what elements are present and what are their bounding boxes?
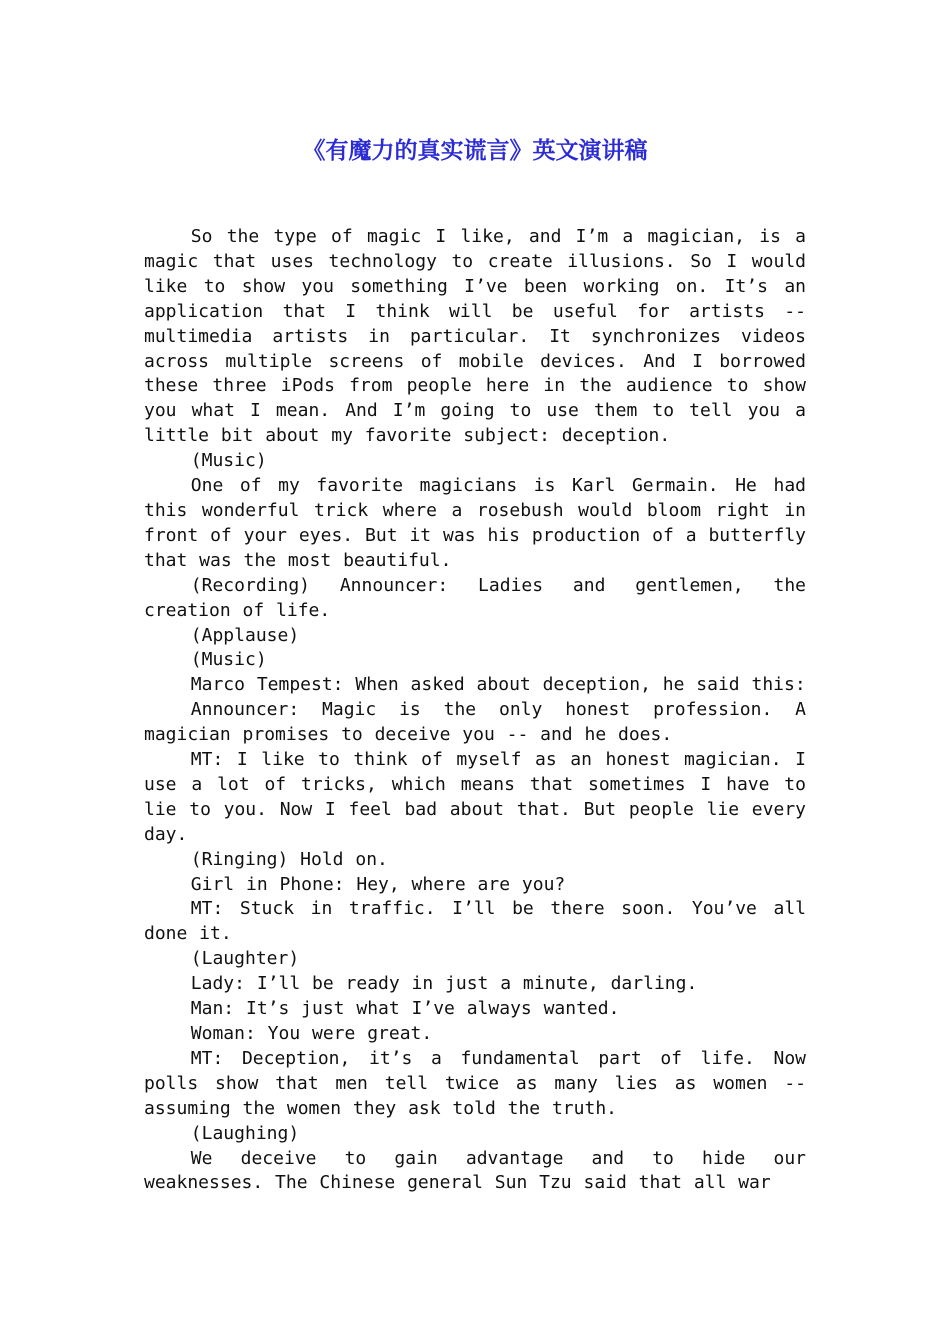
paragraph: (Laughing) (190, 1122, 300, 1144)
paragraph: MT: Stuck in traffic. I’ll be there soon. You’ve all done it. (144, 898, 806, 945)
paragraph: Marco Tempest: When asked about deception, he said this: (190, 674, 806, 696)
paragraph: (Recording) Announcer: Ladies and gentlemen, the creation of life. (144, 574, 806, 621)
paragraph: MT: I like to think of myself as an honest magician. I use a lot of tricks, which means that sometimes I have to lie to you. Now I feel bad about that. But people lie every day. (144, 749, 806, 845)
paragraph: (Applause) (190, 624, 300, 646)
paragraph: We deceive to gain advantage and to hide our weaknesses. The Chinese general Sun Tzu said that all war (144, 1147, 806, 1194)
paragraph: One of my favorite magicians is Karl Germain. He had this wonderful trick where a rosebush would bloom right in front of your eyes. But it was his production of a butterfly that was the most beautiful. (144, 475, 806, 571)
paragraph: MT: Deception, it’s a fundamental part of life. Now polls show that men tell twice as many lies as women -- assuming the women they ask told the truth. (144, 1047, 806, 1119)
paragraph: (Laughter) (190, 948, 300, 970)
document-title: 《有魔力的真实谎言》英文演讲稿 (302, 138, 648, 164)
paragraph: (Ringing) Hold on. (190, 848, 388, 870)
paragraph: Announcer: Magic is the only honest profession. A magician promises to deceive you -- and he does. (144, 699, 806, 746)
paragraph: Woman: You were great. (190, 1023, 433, 1044)
paragraph: (Music) (190, 649, 267, 671)
paragraph: Man: It’s just what I’ve always wanted. (190, 998, 620, 1020)
paragraph: (Music) (190, 450, 267, 472)
paragraph: So the type of magic I like, and I’m a magician, is a magic that uses technology to create illusions. So I would like to show you something I’ve been working on. It’s an application that I think will be useful for artists -- multimedia artists in particular. It synchronizes videos across multiple screens of mobile devices. And I borrowed these three iPods from people here in the audience to show you what I mean. And I’m going to use them to tell you a little bit about my favorite subject: deception. (144, 226, 806, 447)
document-body (144, 225, 806, 1196)
paragraph: Girl in Phone: Hey, where are you? (190, 873, 566, 895)
paragraph: Lady: I’ll be ready in just a minute, darling. (190, 973, 698, 995)
